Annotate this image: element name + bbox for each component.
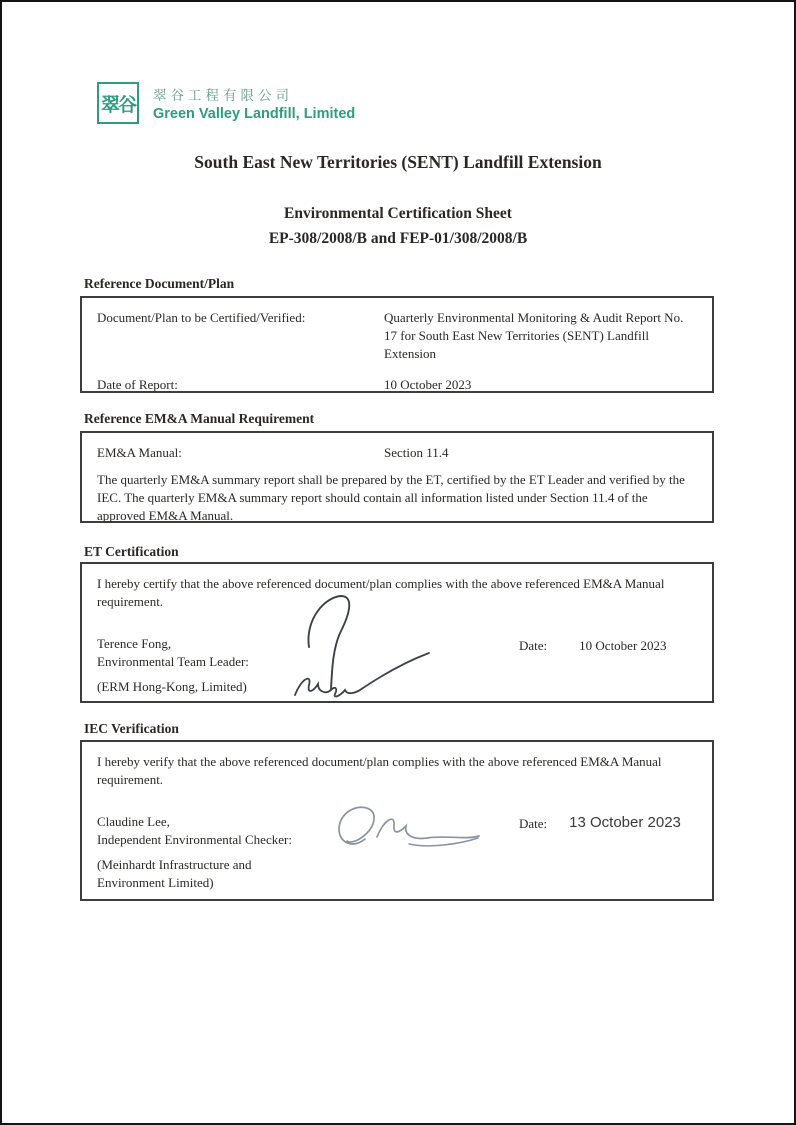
- company-logo: [97, 82, 355, 124]
- et-date-label: Date:: [519, 637, 548, 653]
- iec-signatory-title: Independent Environmental Checker:: [97, 832, 292, 848]
- logo-text-block: [153, 84, 355, 122]
- document-plan-label: Document/Plan to be Certified/Verified:: [97, 310, 306, 325]
- et-certification-statement: I hereby certify that the above referenced document/plan complies with the above referenced EM&A Manual requirement.: [97, 576, 665, 609]
- manual-requirement-text: The quarterly EM&A summary report shall be prepared by the ET, certified by the ET Leader and verified by the IEC. The quarterly EM&A summary report should contain all information listed under Section 11.4 of the approved EM&A Manual.: [97, 471, 685, 523]
- project-title: South East New Territories (SENT) Landfill Extension: [194, 152, 602, 172]
- et-signature-area: [97, 635, 697, 697]
- date-of-report-label: Date of Report:: [97, 376, 178, 392]
- heading-iec-verification: IEC Verification: [84, 721, 179, 736]
- iec-date-value: 13 October 2023: [569, 813, 681, 831]
- document-plan-value: Quarterly Environmental Monitoring & Audit Report No. 17 for South East New Territories (SENT) Landfill Extension: [384, 310, 684, 361]
- iec-signatory-name: Claudine Lee,: [97, 813, 170, 829]
- permit-numbers: EP-308/2008/B and FEP-01/308/2008/B: [268, 230, 528, 247]
- iec-signatory-company-line2: Environment Limited): [97, 875, 214, 891]
- date-of-report-value: 10 October 2023: [384, 376, 472, 392]
- document-plan-row: [97, 309, 697, 363]
- green-valley-logo-icon: 翠谷: [97, 82, 139, 124]
- et-certification-box: [80, 562, 714, 703]
- et-signatory-company: (ERM Hong-Kong, Limited): [97, 679, 247, 695]
- iec-verification-statement: I hereby verify that the above referenced document/plan complies with the above referenced EM&A Manual requirement.: [97, 754, 662, 787]
- emna-manual-value: Section 11.4: [384, 445, 449, 460]
- iec-signature-area: [97, 813, 697, 893]
- et-signatory-name: Terence Fong,: [97, 635, 172, 651]
- date-of-report-row: [97, 376, 697, 394]
- heading-manual-requirement: Reference EM&A Manual Requirement: [84, 411, 315, 426]
- et-date-value: 10 October 2023: [579, 637, 667, 653]
- heading-reference-document: Reference Document/Plan: [84, 276, 235, 291]
- document-title: Environmental Certification Sheet: [284, 205, 512, 222]
- iec-signatory-company-line1: (Meinhardt Infrastructure and: [97, 857, 252, 873]
- heading-et-certification: ET Certification: [84, 544, 179, 559]
- iec-date-row: [519, 815, 681, 834]
- emna-manual-row: [97, 444, 697, 462]
- iec-verification-box: [80, 740, 714, 901]
- company-name-english: Green Valley Landfill, Limited: [153, 106, 356, 122]
- et-date-row: [519, 637, 667, 655]
- reference-document-box: [80, 296, 714, 393]
- manual-requirement-box: [80, 431, 714, 523]
- emna-manual-label: EM&A Manual:: [97, 445, 182, 460]
- company-name-chinese: 翠谷工程有限公司: [153, 88, 293, 104]
- iec-date-label: Date:: [519, 815, 548, 831]
- et-signatory-title: Environmental Team Leader:: [97, 654, 249, 670]
